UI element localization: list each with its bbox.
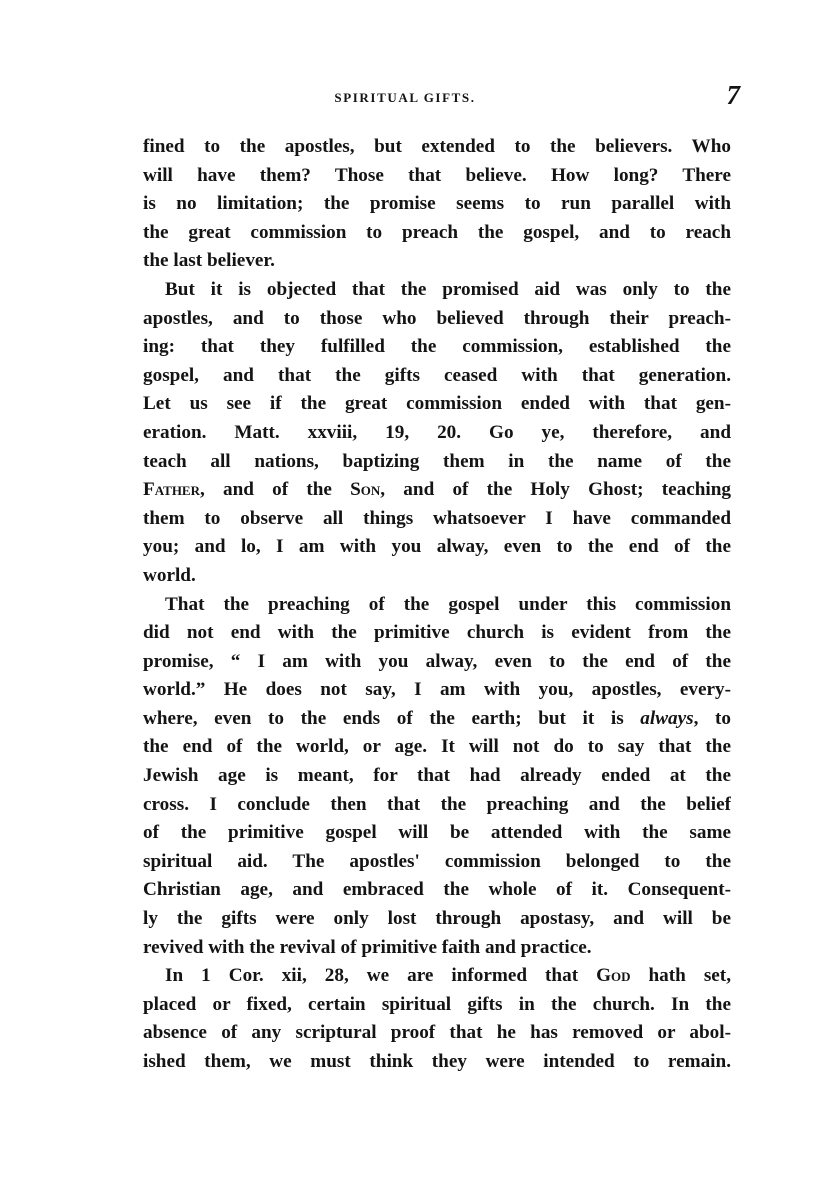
text-line: you; and lo, I am with you alway, even to the end of the xyxy=(143,536,731,558)
emphasis: always xyxy=(640,707,694,729)
running-title: SPIRITUAL GIFTS. xyxy=(334,90,476,105)
text-line: of the primitive gospel will be attended with the same xyxy=(143,822,731,844)
paragraph xyxy=(143,276,731,591)
text-line: them to observe all things whatsoever I have commanded xyxy=(143,507,731,529)
text-line: world.” He does not say, I am with you, apostles, every- xyxy=(143,679,731,701)
text-line: fined to the apostles, but extended to the believers. Who xyxy=(143,136,731,157)
text-line: world. xyxy=(143,564,196,586)
paragraph xyxy=(143,133,731,276)
text-line: But it is objected that the promised aid was only to the xyxy=(165,278,731,300)
text-line: the great commission to preach the gospel, and to reach xyxy=(143,221,731,243)
text-line xyxy=(143,476,731,505)
text-line: eration. Matt. xxviii, 19, 20. Go ye, therefore, and xyxy=(143,421,731,443)
text-line xyxy=(143,705,731,734)
text-line: the end of the world, or age. It will not do to say that the xyxy=(143,736,731,758)
text-line: apostles, and to those who believed through their preach- xyxy=(143,307,731,329)
text-run: , and of the Holy Ghost; teaching xyxy=(380,479,731,501)
text-run: , to xyxy=(693,707,731,729)
text-line: Christian age, and embraced the whole of it. Consequent- xyxy=(143,879,731,901)
paragraph xyxy=(143,591,731,963)
body-text xyxy=(143,133,731,1077)
text-line: Jewish age is meant, for that had already ended at the xyxy=(143,765,731,787)
text-run: , and of the xyxy=(200,479,351,501)
text-line: ished them, we must think they were intended to remain. xyxy=(143,1051,731,1072)
text-line: That the preaching of the gospel under this commission xyxy=(165,593,731,615)
text-line: ly the gifts were only lost through apostasy, and will be xyxy=(143,908,731,930)
running-head xyxy=(140,80,740,120)
text-line: will have them? Those that believe. How long? There xyxy=(143,164,731,186)
text-line: did not end with the primitive church is evident from the xyxy=(143,622,731,644)
text-line: is no limitation; the promise seems to run parallel with xyxy=(143,193,731,215)
divine-name: Son xyxy=(350,479,381,501)
page-number: 7 xyxy=(726,80,740,110)
text-line: spiritual aid. The apostles' commission belonged to the xyxy=(143,850,731,872)
text-line: revived with the revival of primitive faith and practice. xyxy=(143,936,592,958)
text-run: In 1 Cor. xii, 28, we are informed that xyxy=(165,965,597,987)
text-line: promise, “ I am with you alway, even to the end of the xyxy=(143,650,731,672)
paragraph xyxy=(143,962,731,1076)
text-line: placed or fixed, certain spiritual gifts in the church. In the xyxy=(143,993,731,1015)
text-line: the last believer. xyxy=(143,250,275,272)
text-line: absence of any scriptural proof that he has removed or abol- xyxy=(143,1022,731,1044)
text-line: ing: that they fulfilled the commission, established the xyxy=(143,336,731,358)
text-line xyxy=(143,962,731,991)
divine-name: God xyxy=(596,965,631,987)
text-line: cross. I conclude then that the preaching and the belief xyxy=(143,793,731,815)
text-run: where, even to the ends of the earth; but it is xyxy=(143,707,641,729)
text-line: Let us see if the great commission ended with that gen- xyxy=(143,393,731,415)
text-run: hath set, xyxy=(630,965,731,987)
text-line: teach all nations, baptizing them in the name of the xyxy=(143,450,731,472)
divine-name: Father xyxy=(143,479,200,501)
text-line: gospel, and that the gifts ceased with that generation. xyxy=(143,364,731,386)
